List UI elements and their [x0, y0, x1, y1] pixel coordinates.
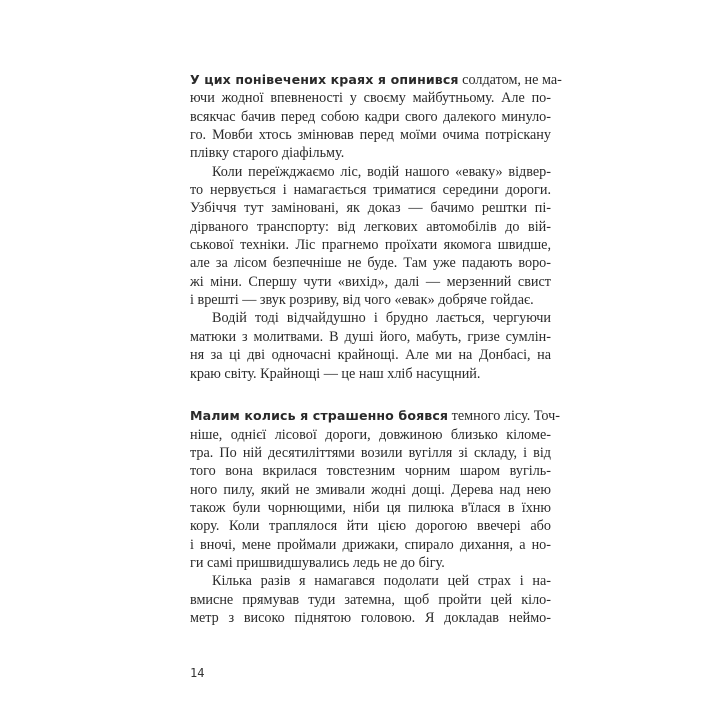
line-text: ги самі пришвидшувались ледь не до бігу. [190, 555, 445, 572]
line-text: кору. Коли траплялося йти цією дорогою ввечері або [190, 518, 551, 535]
text-line [190, 254, 551, 272]
line-text: ного пилу, який не змивали жодні дощі. Дерева над нею [190, 481, 551, 498]
text-line [190, 273, 551, 291]
paragraph [190, 71, 562, 163]
page-number: 14 [190, 666, 205, 680]
text-line [190, 218, 551, 236]
paragraph [190, 407, 560, 572]
text-line [190, 126, 551, 144]
line-text: вмисне прямував туди затемна, щоб пройти цей кіло- [190, 591, 551, 608]
text-line [190, 71, 562, 89]
line-text: але за лісом безпечніше не буде. Там уже падають воро- [190, 255, 551, 272]
line-text: і врешті — звук розриву, від чого «евак» добряче гойдає. [190, 292, 534, 309]
text-line [190, 144, 551, 162]
text-line [190, 309, 551, 327]
line-text: го. Мовби хтось змінював перед моїми очима потріскану [190, 127, 551, 144]
line-text: плівку старого діафільму. [190, 145, 345, 162]
text-line [190, 499, 551, 517]
line-text: дірваного транспорту: від легкових автомобілів до вій- [190, 218, 551, 235]
line-text: Узбіччя тут заміновані, як доказ — бачимо рештки пі- [190, 200, 551, 217]
line-text: матюки з молитвами. В душі його, мабуть, гризе сумлін- [190, 328, 551, 345]
text-line [190, 346, 551, 364]
text-line [190, 609, 551, 627]
paragraph [190, 163, 551, 310]
line-text: ня за ці дві одночасні крайнощі. Але ми на Донбасі, на [190, 347, 551, 364]
line-text: всякчас бачив перед собою кадри свого далекого минуло- [190, 108, 551, 125]
text-line [190, 554, 551, 572]
text-line [190, 199, 551, 217]
line-text: метр з високо піднятою головою. Я докладав неймо- [190, 610, 551, 627]
line-text: тра. По ній десятиліттями возили вугілля зі складу, і від [190, 445, 551, 462]
text-line [190, 108, 551, 126]
line-text: також були чорнющими, ніби ця пилюка в'їлася в їхню [190, 500, 551, 517]
paragraph [190, 309, 551, 382]
text-line [190, 444, 551, 462]
text-line [190, 291, 551, 309]
lead-in-bold: Малим колись я страшенно боявся [190, 408, 449, 424]
text-line [190, 462, 551, 480]
line-text: ніше, однієї лісової дороги, довжиною близько кіломе- [190, 426, 551, 443]
text-line [190, 328, 551, 346]
text-line [190, 365, 551, 383]
text-line [190, 89, 551, 107]
line-text: того вона вкрилася товстезним чорним шаром вугіль- [190, 463, 551, 480]
line-text: краю світу. Крайнощі — це наш хліб насущний. [190, 365, 481, 382]
line-text: Коли переїжджаємо ліс, водій нашого «еваку» відвер- [212, 163, 551, 180]
line-text: солдатом, не ма- [458, 72, 562, 88]
text-line [190, 236, 551, 254]
lead-in-bold: У цих понівечених краях я опинився [190, 72, 459, 87]
section-break [190, 383, 551, 408]
text-line [190, 517, 551, 535]
line-text: ськової техніки. Ліс прагнемо проїхати якомога швидше, [190, 237, 551, 254]
text-line [190, 181, 551, 199]
text-line [190, 426, 551, 444]
book-page-text [190, 71, 562, 627]
text-line [190, 536, 551, 554]
line-text: жі міни. Спершу чути «вихід», далі — мерзенний свист [190, 273, 551, 290]
text-line [190, 481, 551, 499]
line-text: то нервується і намагається триматися середини дороги. [190, 182, 551, 199]
text-line [190, 572, 551, 590]
line-text: темного лісу. Точ- [448, 408, 560, 425]
line-text: ючи жодної впевненості у своєму майбутньому. Але по- [190, 90, 551, 107]
text-line [190, 591, 551, 609]
line-text: Водій тоді відчайдушно і брудно лається, чергуючи [212, 310, 551, 327]
paragraph [190, 572, 551, 627]
line-text: і вночі, мене проймали дрижаки, спирало дихання, а но- [190, 536, 551, 553]
line-text: Кілька разів я намагався подолати цей страх і на- [212, 573, 551, 590]
text-line [190, 407, 560, 425]
text-line [190, 163, 551, 181]
